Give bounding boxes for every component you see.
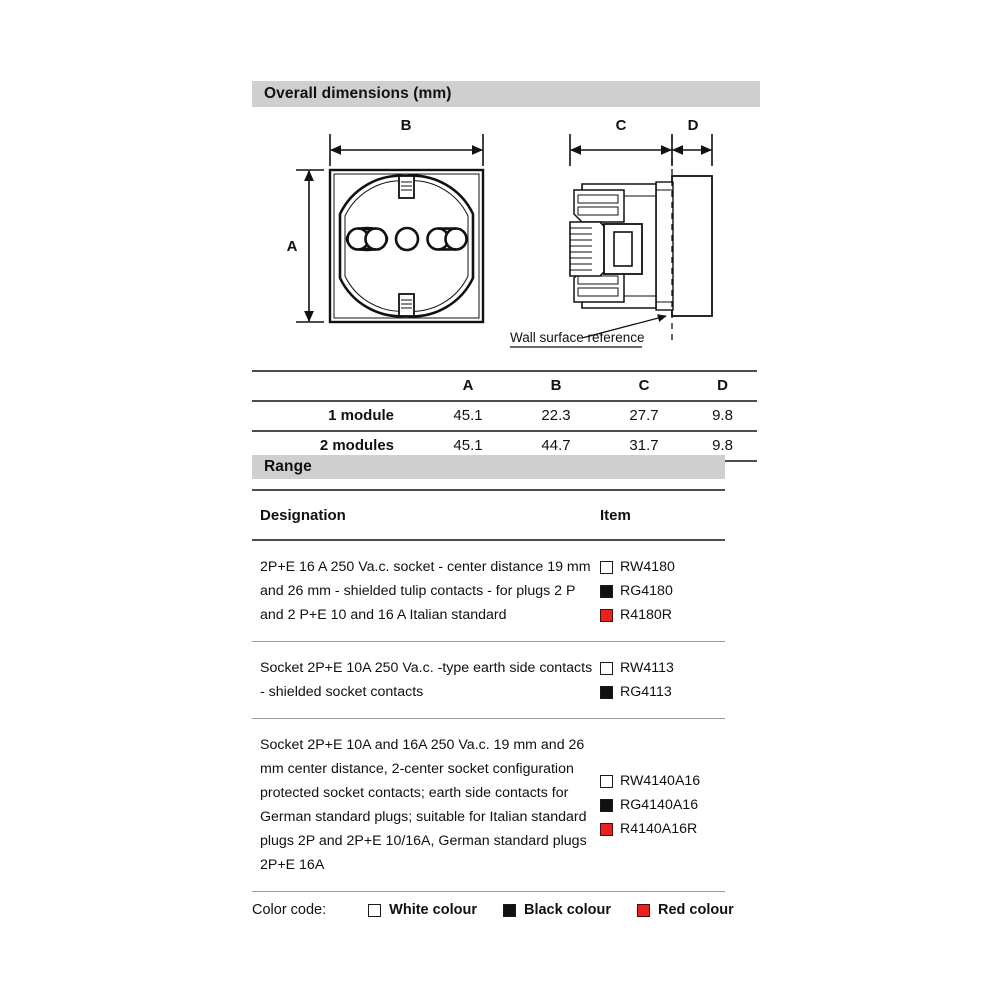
dim-row-label: 2 modules bbox=[252, 431, 424, 461]
color-swatch-white-icon bbox=[600, 561, 613, 574]
dimension-label-a: A bbox=[286, 238, 298, 255]
color-swatch-black-icon bbox=[600, 686, 613, 699]
list-item bbox=[600, 658, 725, 678]
legend-entry-white bbox=[368, 902, 477, 918]
color-swatch-red-icon bbox=[600, 609, 613, 622]
item-code: RW4113 bbox=[620, 660, 674, 676]
item-code: R4180R bbox=[620, 607, 673, 623]
table-row bbox=[252, 642, 725, 718]
range-designation: Socket 2P+E 10A and 16A 250 Va.c. 19 mm and 26 mm center distance, 2-center socket configuration protected socket contacts; earth side contacts for German standard plugs; suitable for Italian standard plugs 2P and 2P+E 10/16A, German standard plugs 2P+E 16A bbox=[260, 737, 587, 873]
list-item bbox=[600, 682, 725, 702]
range-designation: 2P+E 16 A 250 Va.c. socket - center distance 19 mm and 26 mm - shielded tulip contacts - for plugs 2 P and 2 P+E 10 and 16 A Italian standard bbox=[260, 559, 591, 623]
dim-cell-a: 45.1 bbox=[424, 401, 512, 431]
table-row bbox=[252, 719, 725, 891]
technical-drawing bbox=[252, 110, 760, 360]
section-title-overall-dimensions: Overall dimensions (mm) bbox=[264, 85, 452, 102]
range-designation: Socket 2P+E 10A 250 Va.c. -type earth side contacts - shielded socket contacts bbox=[260, 660, 593, 700]
color-swatch-red-icon bbox=[637, 904, 650, 917]
wall-surface-reference-label: Wall surface reference bbox=[510, 330, 645, 345]
item-code: RW4140A16 bbox=[620, 773, 701, 789]
dimension-label-d: D bbox=[687, 117, 699, 134]
legend-label: Red colour bbox=[658, 902, 734, 918]
color-swatch-black-icon bbox=[600, 585, 613, 598]
dim-cell-c: 27.7 bbox=[600, 401, 688, 431]
list-item bbox=[600, 771, 725, 791]
dimension-table bbox=[252, 370, 757, 462]
table-row bbox=[252, 541, 725, 641]
dimension-label-c: C bbox=[615, 117, 627, 134]
list-item bbox=[600, 557, 725, 577]
dimension-label-b: B bbox=[400, 117, 412, 134]
item-code: RG4180 bbox=[620, 583, 673, 599]
range-item-list bbox=[600, 658, 725, 702]
dim-col-c: C bbox=[600, 371, 688, 401]
legend-entry-black bbox=[503, 902, 611, 918]
legend-label: White colour bbox=[389, 902, 477, 918]
dim-cell-d: 9.8 bbox=[688, 401, 757, 431]
dim-cell-b: 22.3 bbox=[512, 401, 600, 431]
color-code-label: Color code: bbox=[252, 902, 327, 918]
section-header-overall-dimensions bbox=[252, 81, 760, 107]
list-item bbox=[600, 819, 725, 839]
range-col-item: Item bbox=[600, 507, 631, 524]
list-item bbox=[600, 581, 725, 601]
dim-cell-c: 31.7 bbox=[600, 431, 688, 461]
dim-cell-d: 9.8 bbox=[688, 431, 757, 461]
legend-label: Black colour bbox=[523, 902, 611, 918]
color-swatch-black-icon bbox=[600, 799, 613, 812]
color-swatch-white-icon bbox=[368, 904, 381, 917]
color-swatch-red-icon bbox=[600, 823, 613, 836]
legend-entry-red bbox=[637, 902, 734, 918]
dim-cell-a: 45.1 bbox=[424, 431, 512, 461]
range-item-list bbox=[600, 771, 725, 839]
dim-col-a: A bbox=[424, 371, 512, 401]
range-col-designation: Designation bbox=[260, 507, 346, 524]
dim-row-label: 1 module bbox=[252, 401, 424, 431]
list-item bbox=[600, 795, 725, 815]
color-swatch-black-icon bbox=[503, 904, 516, 917]
dim-cell-b: 44.7 bbox=[512, 431, 600, 461]
range-item-list bbox=[600, 557, 725, 625]
item-code: R4140A16R bbox=[620, 821, 698, 837]
color-swatch-white-icon bbox=[600, 775, 613, 788]
color-swatch-white-icon bbox=[600, 662, 613, 675]
range-table bbox=[252, 489, 725, 892]
range-table-bottom-rule bbox=[252, 891, 725, 892]
table-row bbox=[252, 401, 757, 431]
dim-col-b: B bbox=[512, 371, 600, 401]
item-code: RG4113 bbox=[620, 684, 672, 700]
item-code: RW4180 bbox=[620, 559, 675, 575]
dim-col-d: D bbox=[688, 371, 757, 401]
section-header-range bbox=[252, 455, 725, 479]
list-item bbox=[600, 605, 725, 625]
range-table-header-row bbox=[252, 491, 725, 539]
color-code-legend bbox=[252, 902, 760, 918]
section-title-range: Range bbox=[264, 458, 312, 475]
dim-col-blank bbox=[252, 371, 424, 401]
item-code: RG4140A16 bbox=[620, 797, 699, 813]
